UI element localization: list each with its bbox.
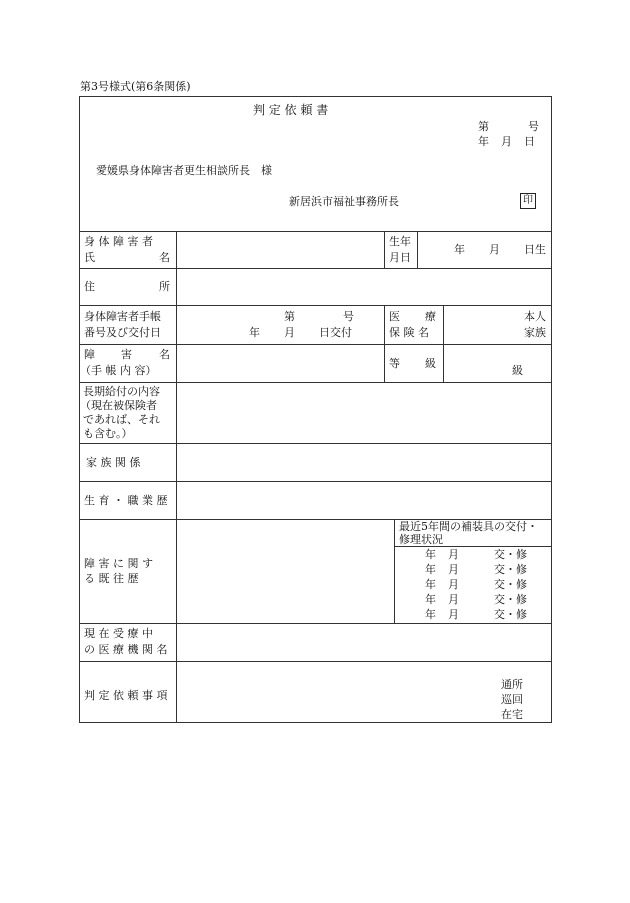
appliance-row-year: 年 [425,593,436,606]
career-label: 生 育 ・ 職 業 歴 [84,494,168,507]
address-label-b: 所 [159,280,170,293]
issue-date-month: 月 [501,135,512,148]
document-number-suffix: 号 [528,120,539,133]
handbook-number-suffix: 号 [343,310,354,323]
medical-label-line1: 現 在 受 療 中 [84,627,153,640]
handbook-number-prefix: 第 [284,310,295,323]
handbook-label-line2: 番号及び交付日 [84,326,161,339]
appliance-row-month: 月 [448,563,459,576]
form-reference: 第3号様式(第6条関係) [80,80,191,93]
seal-stamp: 印 [520,193,536,209]
insurance-self: 本人 [524,310,546,323]
handbook-issue-year: 年 [249,326,260,339]
name-label-line2b: 名 [159,251,170,264]
longterm-label-line2: （現在被保険者 [80,399,157,412]
disability-label-line1a: 障 [84,348,95,361]
appliance-label-line2: 修理状況 [399,533,443,546]
sender: 新居浜市福祉事務所長 [289,195,399,208]
appliance-row-year: 年 [425,548,436,561]
history-label-line1: 障 害 に 関 す [84,557,153,570]
request-option-tour: 巡回 [501,693,523,706]
appliance-row-kind: 交・修 [494,578,527,591]
handbook-issue-day: 日交付 [319,326,352,339]
request-option-commute: 通所 [501,678,523,691]
issue-date-day: 日 [524,135,535,148]
birth-month: 月 [489,243,500,256]
insurance-label-line1a: 医 [389,310,400,323]
appliance-row-month: 月 [448,608,459,621]
longterm-label-line1: 長期給付の内容 [83,385,160,398]
appliance-row-month: 月 [448,548,459,561]
disability-label-line1c: 名 [159,348,170,361]
document-number-prefix: 第 [478,120,489,133]
grade-label-a: 等 [389,357,400,370]
birth-label-line1: 生年 [389,235,411,248]
form-title: 判 定 依 頼 書 [253,103,329,117]
birth-label-line2: 月日 [389,251,411,264]
disability-label-line2: （手 帳 内 容） [80,364,157,377]
handbook-issue-month: 月 [284,326,295,339]
name-label-line1: 身 体 障 害 者 [84,235,153,248]
appliance-row-kind: 交・修 [494,593,527,606]
appliance-row-month: 月 [448,593,459,606]
medical-label-line2: の 医 療 機 関 名 [84,643,168,656]
insurance-label-line1b: 療 [425,310,436,323]
grade-label-b: 級 [425,357,436,370]
disability-label-line1b: 害 [121,348,132,361]
birth-year: 年 [454,243,465,256]
family-label: 家 族 関 係 [86,456,141,469]
appliance-row-kind: 交・修 [494,548,527,561]
appliance-row-year: 年 [425,563,436,576]
longterm-label-line3: であれば、それ [83,413,160,426]
appliance-row-year: 年 [425,578,436,591]
history-label-line2: る 既 往 歴 [84,572,139,585]
appliance-row-kind: 交・修 [494,563,527,576]
appliance-row-year: 年 [425,608,436,621]
request-label: 判 定 依 頼 事 項 [84,689,168,702]
insurance-label-line2: 保 険 名 [389,326,429,339]
issue-date-year: 年 [478,135,489,148]
address-label-a: 住 [84,280,95,293]
name-label-line2a: 氏 [84,251,95,264]
longterm-label-line4: も含む。） [83,427,133,440]
birth-day: 日生 [524,243,546,256]
grade-unit: 級 [512,364,523,377]
insurance-family: 家族 [524,326,546,339]
appliance-label-line1: 最近5年間の補装具の交付・ [399,520,538,533]
handbook-label-line1: 身体障害者手帳 [84,310,161,323]
appliance-row-month: 月 [448,578,459,591]
appliance-row-kind: 交・修 [494,608,527,621]
request-option-home: 在宅 [501,708,523,721]
recipient: 愛媛県身体障害者更生相談所長 様 [96,164,272,177]
